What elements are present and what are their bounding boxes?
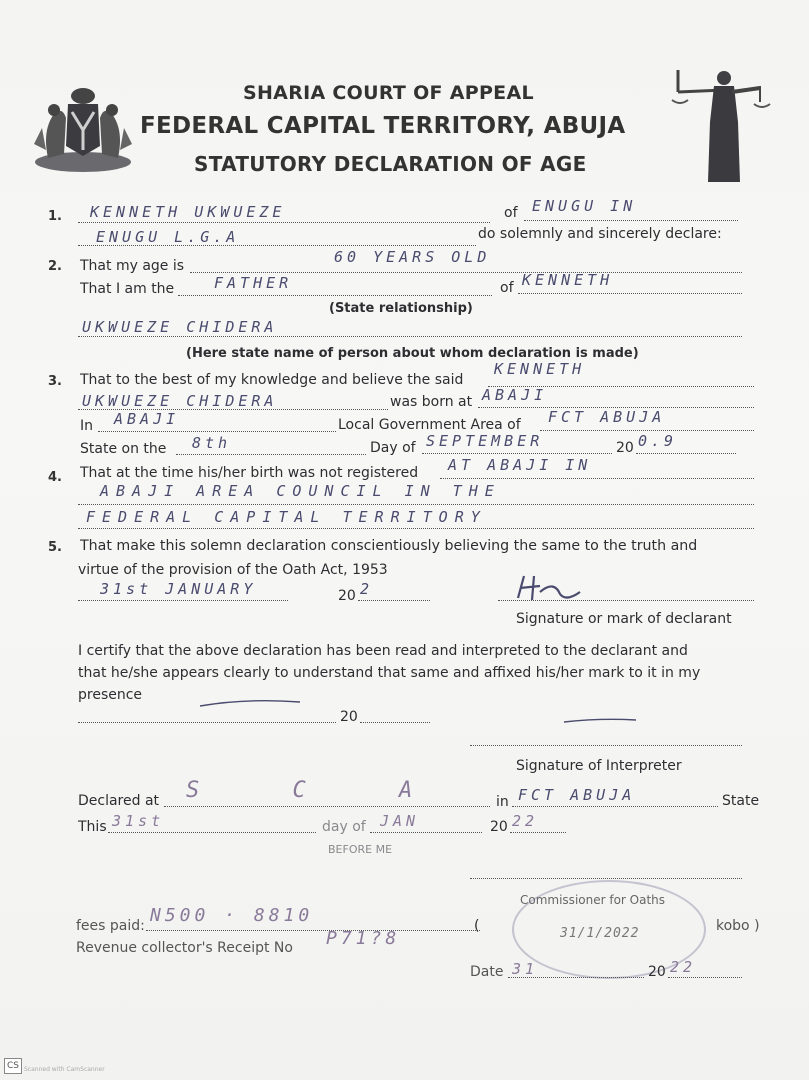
fill-line (668, 977, 742, 978)
town-handwritten: ABAJI (114, 410, 180, 428)
fill-line (78, 504, 754, 505)
born-at-label: was born at (390, 394, 473, 410)
declared-year-handwritten: 22 (512, 812, 539, 830)
interpreter-signature-label: Signature of Interpreter (516, 758, 682, 774)
year-prefix: 20 (340, 709, 358, 725)
fill-line (178, 295, 492, 296)
coat-of-arms-emblem (28, 84, 138, 176)
declared-in-handwritten: FCT ABUJA (518, 786, 636, 804)
registration-place-handwritten: AT ABAJI IN (448, 456, 592, 474)
fill-line (360, 722, 430, 723)
item-number: 3. (48, 374, 62, 389)
fill-line (510, 832, 566, 833)
fill-line (164, 806, 490, 807)
fill-line (470, 878, 742, 879)
fees-amount-handwritten: N500 · 8810 (150, 905, 314, 926)
year-prefix: 20 (648, 964, 666, 980)
item-number: 2. (48, 259, 62, 274)
state-label: State (722, 793, 760, 809)
fill-line (146, 930, 480, 931)
declaration-date-handwritten: 31st JANUARY (100, 580, 257, 598)
item-number: 1. (48, 209, 62, 224)
declaration-year-handwritten: 2 (360, 580, 374, 598)
fill-line (470, 745, 742, 746)
fill-line (636, 453, 736, 454)
declare-label: do solemnly and sincerely declare: (478, 226, 722, 242)
person-note: (Here state name of person about whom declaration is made) (186, 346, 639, 361)
person-name-handwritten: UKWUEZE CHIDERA (82, 318, 278, 336)
declared-place-handwritten: S C A (186, 778, 453, 803)
fill-line (498, 600, 754, 601)
registration-text: That at the time his/her birth was not registered (80, 465, 419, 481)
scanner-footer-text: Scanned with CamScanner (24, 1066, 105, 1073)
certify-text-1: I certify that the above declaration has been read and interpreted to the declarant and (78, 643, 688, 659)
age-handwritten: 60 YEARS OLD (334, 248, 491, 266)
declared-month-handwritten: JAN (380, 812, 420, 830)
subject-name-handwritten: KENNETH (494, 360, 586, 378)
of-label: of (500, 280, 514, 296)
seal-date: 31/1/2022 (560, 926, 640, 941)
fee-year-handwritten: 22 (670, 958, 697, 976)
fill-line (78, 222, 490, 223)
certify-text-2: that he/she appears clearly to understand that same and affixed his/her mark to it in my (78, 665, 701, 681)
origin-handwritten: ENUGU IN (532, 197, 637, 215)
fee-date-handwritten: 31 (512, 960, 539, 978)
birth-year-handwritten: 0.9 (638, 432, 678, 450)
receipt-label: Revenue collector's Receipt No (76, 940, 293, 956)
item-number: 5. (48, 540, 62, 555)
pen-stroke (560, 714, 640, 728)
area-council-handwritten: ABAJI AREA COUNCIL IN THE (100, 482, 501, 500)
fill-line (98, 431, 336, 432)
relationship-note: (State relationship) (329, 301, 473, 316)
day-of-label: Day of (370, 440, 416, 456)
birth-month-handwritten: SEPTEMBER (426, 432, 544, 450)
fill-line (524, 220, 738, 221)
fill-line (78, 528, 754, 529)
certify-text-3: presence (78, 687, 143, 703)
state-on-label: State on the (80, 441, 167, 457)
fees-paid-label: fees paid: (76, 918, 145, 934)
birth-day-handwritten: 8th (192, 434, 232, 452)
fill-line (518, 293, 742, 294)
fill-line (78, 336, 742, 337)
oath-act-text: virtue of the provision of the Oath Act, 1953 (78, 562, 388, 578)
relation-of-handwritten: KENNETH (522, 271, 614, 289)
commissioner-label: Commissioner for Oaths (520, 893, 666, 907)
fill-line (108, 832, 316, 833)
date-label: Date (470, 964, 504, 980)
fill-line (540, 430, 754, 431)
fill-line (176, 454, 366, 455)
territory-title: FEDERAL CAPITAL TERRITORY, ABUJA (140, 113, 626, 139)
declared-at-label: Declared at (78, 793, 160, 809)
before-me-label: BEFORE ME (328, 843, 393, 856)
item-number: 4. (48, 470, 62, 485)
camscanner-logo: CS (4, 1058, 22, 1074)
declarant-signature-label: Signature or mark of declarant (516, 611, 732, 627)
court-title: SHARIA COURT OF APPEAL (243, 82, 534, 104)
fill-line (370, 832, 482, 833)
kobo-label: kobo ) (716, 918, 760, 934)
knowledge-text: That to the best of my knowledge and believe the said (80, 372, 464, 388)
pen-stroke (196, 696, 306, 710)
day-of-label: day of (322, 819, 366, 835)
justice-statue-emblem (668, 62, 778, 192)
fill-line (440, 478, 754, 479)
relationship-label: That I am the (80, 281, 175, 297)
subject-fullname-handwritten: UKWUEZE CHIDERA (82, 392, 278, 410)
lga-handwritten: ENUGU L.G.A (96, 228, 240, 246)
age-label: That my age is (80, 258, 185, 274)
in-label: In (80, 418, 94, 434)
declarant-name-handwritten: KENNETH UKWUEZE (90, 203, 286, 221)
of-label: of (504, 205, 518, 221)
document-title: STATUTORY DECLARATION OF AGE (194, 152, 587, 176)
year-prefix: 20 (338, 588, 356, 604)
birthplace-handwritten: ABAJI (482, 386, 548, 404)
in-label: in (496, 794, 509, 810)
fill-line (78, 600, 288, 601)
declared-day-handwritten: 31st (112, 812, 165, 830)
relationship-handwritten: FATHER (214, 274, 293, 292)
paren-open: ( (474, 918, 480, 934)
fill-line (190, 272, 742, 273)
year-prefix: 20 (490, 819, 508, 835)
fill-line (422, 453, 612, 454)
lga-label: Local Government Area of (338, 417, 521, 433)
fill-line (358, 600, 430, 601)
fill-line (78, 722, 336, 723)
this-label: This (78, 819, 107, 835)
lga-area-handwritten: FCT ABUJA (548, 408, 666, 426)
receipt-number-handwritten: P71?8 (326, 928, 401, 949)
territory-handwritten: FEDERAL CAPITAL TERRITORY (86, 508, 487, 526)
year-prefix: 20 (616, 440, 634, 456)
solemn-text: That make this solemn declaration conscientiously believing the same to the truth and (80, 538, 698, 554)
fill-line (512, 806, 718, 807)
